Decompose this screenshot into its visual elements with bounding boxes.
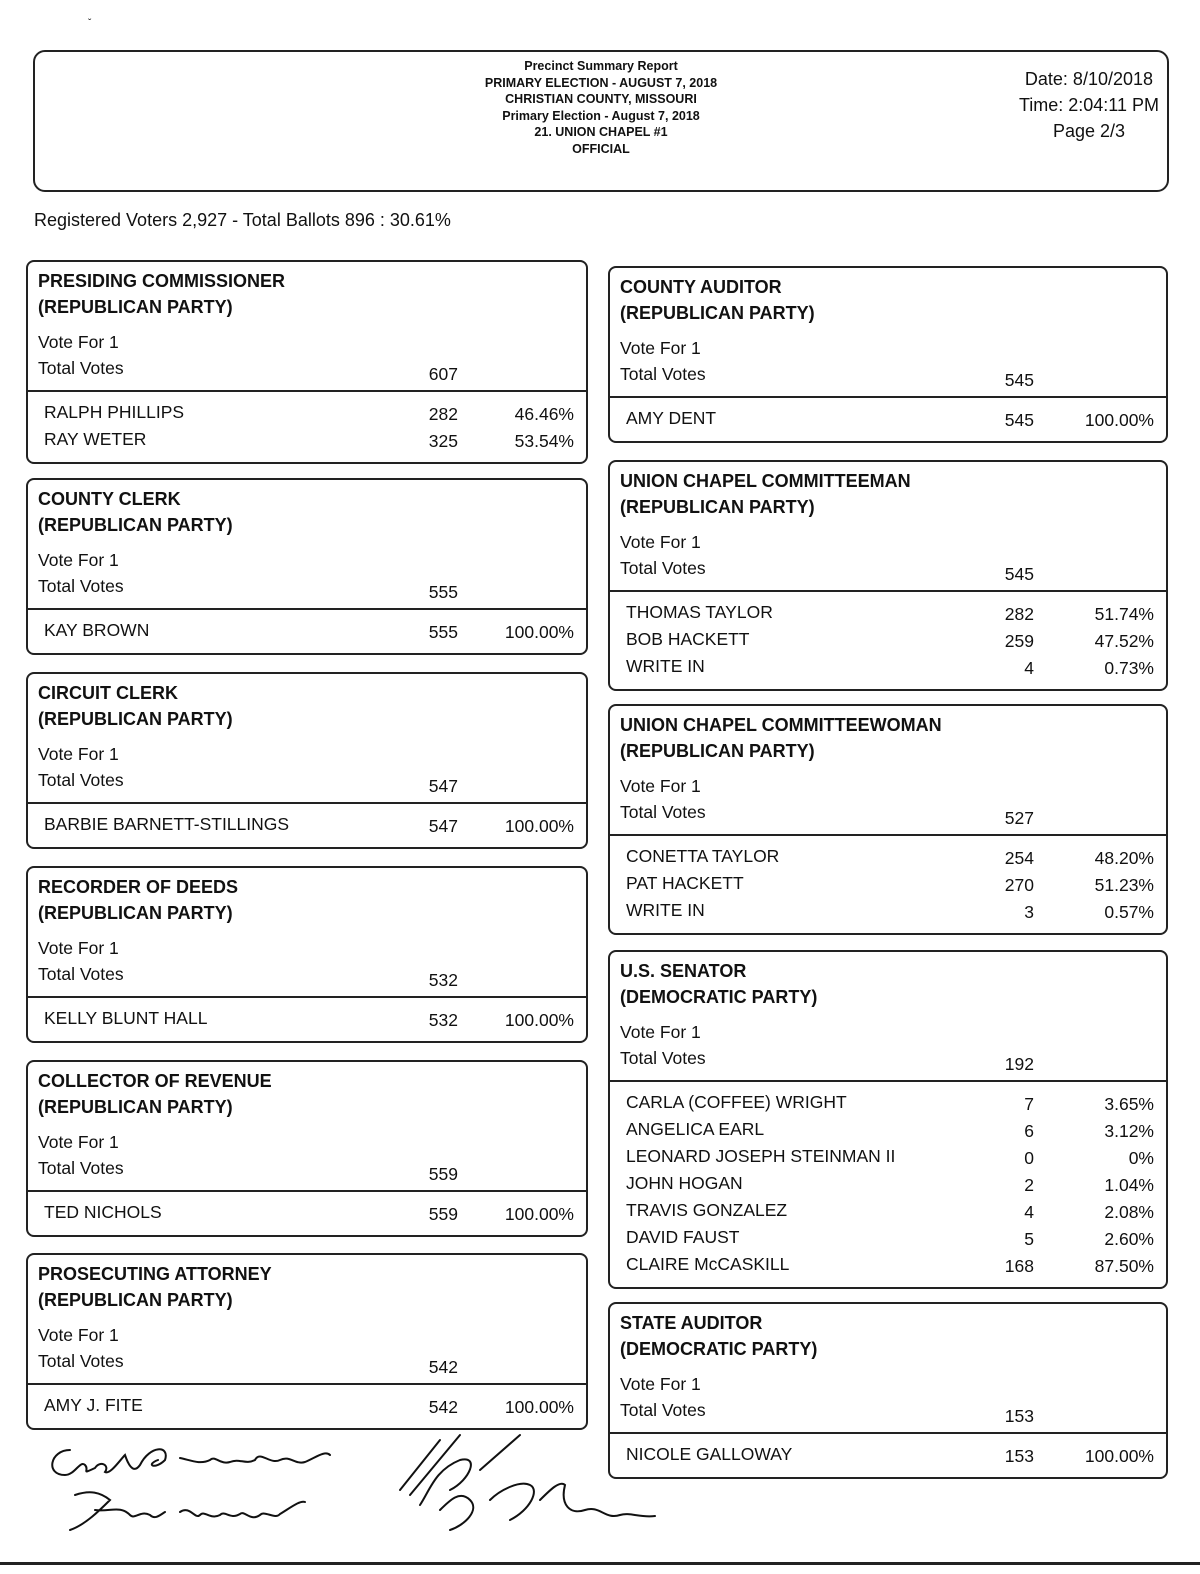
total-votes-label: Total Votes — [38, 770, 124, 790]
candidate-percent: 53.54% — [514, 431, 574, 451]
candidate-name: JOHN HOGAN — [626, 1173, 743, 1193]
candidate-row — [610, 656, 1166, 683]
candidate-row — [28, 402, 586, 429]
candidate-name: ANGELICA EARL — [626, 1119, 765, 1139]
candidate-votes: 4 — [1024, 1202, 1034, 1222]
candidate-percent: 100.00% — [504, 1010, 574, 1030]
candidate-votes: 7 — [1024, 1094, 1034, 1114]
candidate-votes: 153 — [1004, 1446, 1034, 1466]
total-votes-label: Total Votes — [620, 364, 706, 384]
candidate-percent: 100.00% — [504, 1397, 574, 1417]
divider — [610, 590, 1166, 592]
race-box-recorder-of-deeds — [26, 866, 588, 1043]
candidate-name: CARLA (COFFEE) WRIGHT — [626, 1092, 847, 1112]
candidate-row — [610, 1444, 1166, 1471]
office-name: STATE AUDITOR — [620, 1313, 763, 1333]
race-title — [38, 874, 238, 926]
office-name: COLLECTOR OF REVENUE — [38, 1071, 272, 1091]
candidate-name: KAY BROWN — [44, 620, 150, 640]
candidate-votes: 282 — [1004, 604, 1034, 624]
candidate-row — [610, 873, 1166, 900]
candidate-name: RALPH PHILLIPS — [44, 402, 185, 422]
registered-voters-line: Registered Voters 2,927 - Total Ballots 896 : 30.61% — [34, 210, 451, 230]
divider — [28, 1383, 586, 1385]
candidate-votes: 325 — [428, 431, 458, 451]
candidate-row — [610, 900, 1166, 927]
vote-for-label: Vote For 1 — [38, 744, 119, 764]
candidate-votes: 545 — [1004, 410, 1034, 430]
race-box-presiding-commissioner — [26, 260, 588, 464]
candidate-percent: 48.20% — [1094, 848, 1154, 868]
candidate-row — [610, 1092, 1166, 1119]
party-name: (REPUBLICAN PARTY) — [620, 741, 815, 761]
party-name: (REPUBLICAN PARTY) — [38, 903, 233, 923]
candidate-votes: 270 — [1004, 875, 1034, 895]
race-box-union-chapel-committeeman — [608, 460, 1168, 691]
candidate-row — [28, 1395, 586, 1422]
candidate-percent: 0% — [1128, 1148, 1154, 1168]
signatures — [40, 1430, 680, 1570]
divider — [28, 608, 586, 610]
candidate-name: WRITE IN — [626, 656, 705, 676]
candidate-votes: 259 — [1004, 631, 1034, 651]
office-name: PROSECUTING ATTORNEY — [38, 1264, 272, 1284]
office-name: U.S. SENATOR — [620, 961, 747, 981]
party-name: (REPUBLICAN PARTY) — [38, 709, 233, 729]
candidate-votes: 5 — [1024, 1229, 1034, 1249]
vote-for-label: Vote For 1 — [620, 1374, 701, 1394]
total-votes-label: Total Votes — [620, 558, 706, 578]
race-title — [620, 274, 815, 326]
race-box-county-clerk — [26, 478, 588, 655]
candidate-name: NICOLE GALLOWAY — [626, 1444, 793, 1464]
total-votes-label: Total Votes — [38, 358, 124, 378]
candidate-row — [610, 629, 1166, 656]
divider — [28, 1190, 586, 1192]
vote-for-label: Vote For 1 — [38, 332, 119, 352]
candidate-votes: 555 — [428, 622, 458, 642]
candidate-row — [28, 1008, 586, 1035]
party-name: (REPUBLICAN PARTY) — [620, 303, 815, 323]
total-votes-value: 545 — [1004, 370, 1034, 390]
candidate-votes: 547 — [428, 816, 458, 836]
race-title — [620, 712, 942, 764]
total-votes-label: Total Votes — [620, 1400, 706, 1420]
vote-for-label: Vote For 1 — [620, 1022, 701, 1042]
candidate-name: CLAIRE McCASKILL — [626, 1254, 790, 1274]
candidate-votes: 6 — [1024, 1121, 1034, 1141]
total-votes-label: Total Votes — [38, 576, 124, 596]
stray-mark: ˇ — [88, 18, 92, 29]
candidate-percent: 46.46% — [514, 404, 574, 424]
total-votes-value: 607 — [428, 364, 458, 384]
race-box-state-auditor — [608, 1302, 1168, 1479]
candidate-name: AMY J. FITE — [44, 1395, 143, 1415]
total-votes-value: 545 — [1004, 564, 1034, 584]
race-title — [38, 486, 233, 538]
total-votes-label: Total Votes — [38, 1158, 124, 1178]
candidate-percent: 0.73% — [1104, 658, 1154, 678]
candidate-name: AMY DENT — [626, 408, 717, 428]
candidate-row — [610, 1173, 1166, 1200]
divider — [610, 1080, 1166, 1082]
party-name: (REPUBLICAN PARTY) — [620, 497, 815, 517]
election-subtitle: Primary Election - August 7, 2018 — [502, 108, 700, 123]
vote-for-label: Vote For 1 — [38, 1132, 119, 1152]
county-name: CHRISTIAN COUNTY, MISSOURI — [505, 92, 697, 106]
race-title — [620, 958, 817, 1010]
candidate-percent: 100.00% — [504, 816, 574, 836]
divider — [28, 996, 586, 998]
total-votes-label: Total Votes — [620, 1048, 706, 1068]
candidate-votes: 0 — [1024, 1148, 1034, 1168]
candidate-percent: 100.00% — [504, 1204, 574, 1224]
candidate-row — [28, 620, 586, 647]
candidate-percent: 100.00% — [1084, 1446, 1154, 1466]
office-name: UNION CHAPEL COMMITTEEMAN — [620, 471, 911, 491]
vote-for-label: Vote For 1 — [620, 338, 701, 358]
vote-for-label: Vote For 1 — [38, 550, 119, 570]
party-name: (DEMOCRATIC PARTY) — [620, 987, 818, 1007]
total-votes-label: Total Votes — [38, 1351, 124, 1371]
candidate-row — [28, 429, 586, 456]
report-time: Time: 2:04:11 PM — [1018, 95, 1159, 115]
office-name: UNION CHAPEL COMMITTEEWOMAN — [620, 715, 942, 735]
candidate-row — [610, 1200, 1166, 1227]
race-title — [38, 1261, 272, 1313]
candidate-votes: 168 — [1004, 1256, 1034, 1276]
total-votes-value: 542 — [428, 1357, 458, 1377]
office-name: COUNTY AUDITOR — [620, 277, 782, 297]
candidate-percent: 100.00% — [1084, 410, 1154, 430]
report-header — [33, 50, 1169, 192]
race-title — [620, 468, 911, 520]
party-name: (REPUBLICAN PARTY) — [38, 1097, 233, 1117]
candidate-name: WRITE IN — [626, 900, 705, 920]
candidate-row — [610, 1254, 1166, 1281]
candidate-percent: 2.60% — [1104, 1229, 1154, 1249]
candidate-row — [610, 846, 1166, 873]
party-name: (DEMOCRATIC PARTY) — [620, 1339, 818, 1359]
office-name: CIRCUIT CLERK — [38, 683, 178, 703]
signature-3 — [400, 1435, 655, 1530]
candidate-name: TRAVIS GONZALEZ — [626, 1200, 788, 1220]
party-name: (REPUBLICAN PARTY) — [38, 515, 233, 535]
candidate-percent: 87.50% — [1094, 1256, 1154, 1276]
candidate-percent: 51.74% — [1094, 604, 1154, 624]
vote-for-label: Vote For 1 — [38, 938, 119, 958]
candidate-name: BOB HACKETT — [626, 629, 750, 649]
candidate-row — [610, 1119, 1166, 1146]
candidate-name: CONETTA TAYLOR — [626, 846, 780, 866]
candidate-percent: 1.04% — [1104, 1175, 1154, 1195]
candidate-votes: 542 — [428, 1397, 458, 1417]
vote-for-label: Vote For 1 — [38, 1325, 119, 1345]
total-votes-label: Total Votes — [620, 802, 706, 822]
report-title-block — [35, 58, 1167, 157]
office-name: COUNTY CLERK — [38, 489, 181, 509]
divider — [610, 834, 1166, 836]
candidate-percent: 3.12% — [1104, 1121, 1154, 1141]
candidate-name: TED NICHOLS — [44, 1202, 162, 1222]
signature-2 — [70, 1492, 305, 1530]
candidate-percent: 2.08% — [1104, 1202, 1154, 1222]
report-title: Precinct Summary Report — [524, 59, 678, 73]
candidate-row — [610, 1146, 1166, 1173]
race-title — [38, 680, 233, 732]
candidate-row — [610, 602, 1166, 629]
candidate-percent: 3.65% — [1104, 1094, 1154, 1114]
total-votes-label: Total Votes — [38, 964, 124, 984]
candidate-percent: 47.52% — [1094, 631, 1154, 651]
candidate-name: PAT HACKETT — [626, 873, 744, 893]
precinct-name: 21. UNION CHAPEL #1 — [534, 125, 668, 139]
race-box-u-s-senator — [608, 950, 1168, 1289]
report-meta — [1019, 66, 1159, 144]
total-votes-value: 153 — [1004, 1406, 1034, 1426]
candidate-row — [610, 408, 1166, 435]
party-name: (REPUBLICAN PARTY) — [38, 1290, 233, 1310]
candidate-votes: 3 — [1024, 902, 1034, 922]
page-number: Page 2/3 — [1052, 121, 1125, 141]
divider — [28, 802, 586, 804]
candidate-percent: 0.57% — [1104, 902, 1154, 922]
candidate-votes: 4 — [1024, 658, 1034, 678]
divider — [28, 390, 586, 392]
signature-1 — [52, 1449, 330, 1475]
candidate-row — [610, 1227, 1166, 1254]
candidate-percent: 100.00% — [504, 622, 574, 642]
official-label: OFFICIAL — [572, 141, 630, 156]
total-votes-value: 555 — [428, 582, 458, 602]
total-votes-value: 532 — [428, 970, 458, 990]
candidate-name: RAY WETER — [44, 429, 147, 449]
total-votes-value: 192 — [1004, 1054, 1034, 1074]
candidate-percent: 51.23% — [1094, 875, 1154, 895]
total-votes-value: 547 — [428, 776, 458, 796]
race-box-circuit-clerk — [26, 672, 588, 849]
race-title — [38, 268, 285, 320]
total-votes-value: 527 — [1004, 808, 1034, 828]
office-name: RECORDER OF DEEDS — [38, 877, 239, 897]
candidate-votes: 254 — [1004, 848, 1034, 868]
candidate-row — [28, 1202, 586, 1229]
page-bottom-edge — [0, 1562, 1200, 1565]
party-name: (REPUBLICAN PARTY) — [38, 297, 233, 317]
race-box-prosecuting-attorney — [26, 1253, 588, 1430]
candidate-votes: 2 — [1024, 1175, 1034, 1195]
candidate-name: BARBIE BARNETT-STILLINGS — [44, 814, 290, 834]
candidate-name: THOMAS TAYLOR — [626, 602, 773, 622]
office-name: PRESIDING COMMISSIONER — [38, 271, 286, 291]
race-title — [38, 1068, 272, 1120]
race-box-county-auditor — [608, 266, 1168, 443]
candidate-votes: 559 — [428, 1204, 458, 1224]
vote-for-label: Vote For 1 — [620, 532, 701, 552]
candidate-votes: 532 — [428, 1010, 458, 1030]
candidate-name: LEONARD JOSEPH STEINMAN II — [626, 1146, 896, 1166]
candidate-row — [28, 814, 586, 841]
race-title — [620, 1310, 817, 1362]
race-box-collector-of-revenue — [26, 1060, 588, 1237]
candidate-name: DAVID FAUST — [626, 1227, 740, 1247]
divider — [610, 396, 1166, 398]
candidate-name: KELLY BLUNT HALL — [44, 1008, 208, 1028]
total-votes-value: 559 — [428, 1164, 458, 1184]
report-date: Date: 8/10/2018 — [1024, 69, 1154, 89]
vote-for-label: Vote For 1 — [620, 776, 701, 796]
divider — [610, 1432, 1166, 1434]
candidate-votes: 282 — [428, 404, 458, 424]
race-box-union-chapel-committeewoman — [608, 704, 1168, 935]
election-name: PRIMARY ELECTION - AUGUST 7, 2018 — [484, 75, 718, 90]
